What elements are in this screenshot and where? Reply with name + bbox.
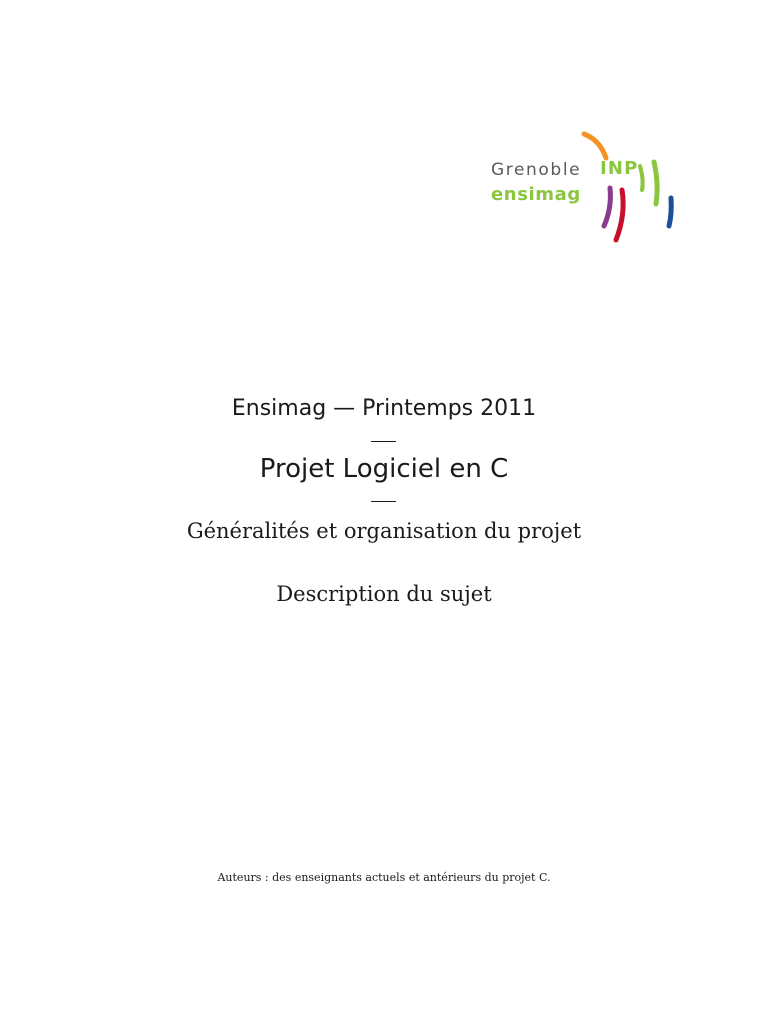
logo-inp-text: INP xyxy=(600,158,639,179)
document-description: Description du sujet xyxy=(276,582,492,606)
document-title: Projet Logiciel en C xyxy=(259,454,509,484)
separator-dash-1 xyxy=(371,441,396,442)
logo-grenoble-text: Grenoble xyxy=(491,160,582,180)
document-subtitle: Généralités et organisation du projet xyxy=(186,519,582,543)
logo-ensimag-text: ensimag xyxy=(491,184,581,205)
separator-dash-2 xyxy=(371,501,396,502)
authors-footer: Auteurs : des enseignants actuels et antérieurs du projet C. xyxy=(217,871,551,884)
school-term-line: Ensimag — Printemps 2011 xyxy=(231,396,537,421)
grenoble-inp-ensimag-logo xyxy=(488,128,688,248)
